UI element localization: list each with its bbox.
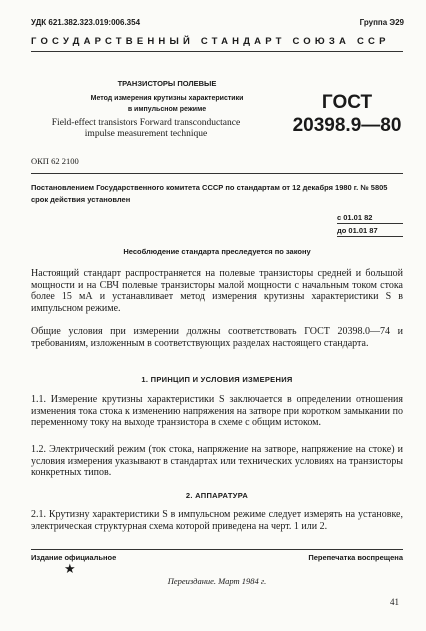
star-icon: ★ [64, 561, 76, 576]
udk-code: УДК 621.382.323.019:006.354 [31, 18, 141, 27]
section-2-heading: 2. АППАРАТУРА [185, 491, 249, 500]
title-main-ru: ТРАНЗИСТОРЫ ПОЛЕВЫЕ [117, 79, 217, 88]
reprint-prohibited-label: Перепечатка воспрещена [308, 553, 403, 562]
top-divider [31, 51, 403, 52]
standard-organization: ГОСУДАРСТВЕННЫЙ СТАНДАРТ СОЮЗА ССР [31, 36, 390, 47]
title-en-line1: Field-effect transistors Forward transconductance [51, 118, 241, 128]
intro-paragraph-2: Общие условия при измерении должны соответствовать ГОСТ 20398.0—74 и требованиям, изложенным в соответствующих разделах настоящего стандарта. [31, 326, 403, 349]
decree-text: Постановлением Государственного комитета СССР по стандартам от 12 декабря 1980 г. № 5805 срок действия установлен [31, 183, 388, 204]
bottom-divider [31, 549, 403, 550]
reissue-note: Переиздание. Март 1984 г. [167, 576, 267, 586]
gost-number: 20398.9—80 [292, 115, 402, 136]
section-1-heading: 1. ПРИНЦИП И УСЛОВИЯ ИЗМЕРЕНИЯ [141, 375, 293, 384]
title-sub-ru [76, 93, 258, 115]
gost-label: ГОСТ [321, 92, 373, 113]
validity-date-to: до 01.01 87 [337, 225, 403, 237]
page-number: 41 [390, 597, 399, 607]
title-sub-ru-line1: Метод измерения крутизны характеристики [90, 95, 244, 102]
section-1-paragraph-1: 1.1. Измерение крутизны характеристики S заключается в определении отношения изменения тока стока к изменению напряжения на затворе при коротком замыкании по переменному току на выходе транзистора в схеме с общим истоком. [31, 394, 403, 428]
violation-notice: Несоблюдение стандарта преследуется по закону [123, 247, 311, 256]
middle-divider [31, 173, 403, 174]
official-edition-label: Издание официальное [31, 553, 117, 562]
title-en [32, 118, 260, 140]
title-en-line2: impulse measurement technique [84, 129, 208, 139]
title-sub-ru-line2: в импульсном режиме [127, 106, 207, 113]
section-1-paragraph-2: 1.2. Электрический режим (ток стока, напряжение на затворе, напряжение на стоке) и условия измерения указывают в стандартах или технических условиях на транзисторы конкретных типов. [31, 444, 403, 478]
group-code: Группа Э29 [359, 18, 404, 27]
okp-code: ОКП 62 2100 [31, 156, 79, 166]
validity-date-from: с 01.01 82 [337, 212, 403, 224]
intro-paragraph-1: Настоящий стандарт распространяется на полевые транзисторы средней и большой мощности и на СВЧ полевые транзисторы малой мощности с начальным током стока более 15 мА и устанавливает метод измерения крутизны характеристики S в импульсном режиме. [31, 268, 403, 314]
section-2-paragraph-1: 2.1. Крутизну характеристики S в импульсном режиме следует измерять на установке, электрическая структурная схема которой приведена на черт. 1 или 2. [31, 509, 403, 532]
